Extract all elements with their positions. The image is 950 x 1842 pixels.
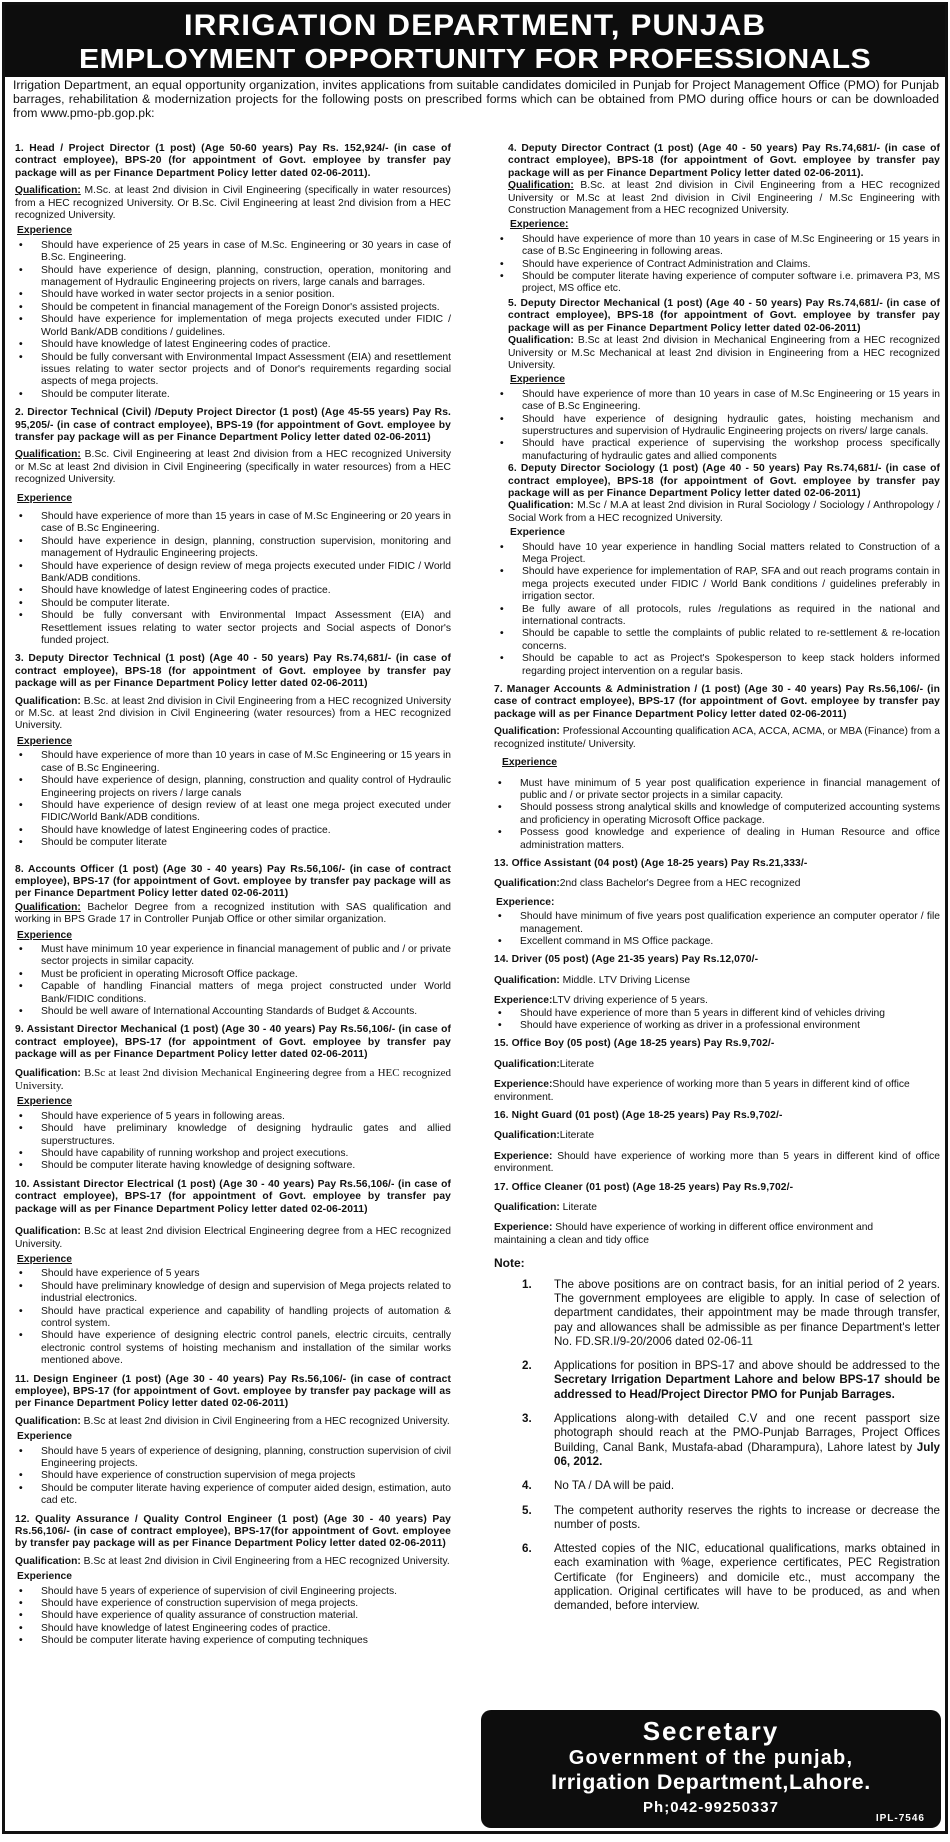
- experience-list: [15, 750, 451, 849]
- experience-item: • Should have experience of more than 5 years in different kind of vehicles driving: [494, 1008, 940, 1020]
- post-heading: 2. Director Technical (Civil) /Deputy Project Director (1 post) (Age 45-55 years) Pay Rs. 95,205/- (in case of contract employee), BPS-19 (for appointment of Govt. employee by transfer pay package will as per Finance Department Policy letter dated 02-06-2011): [15, 407, 451, 443]
- post-6: [508, 463, 940, 678]
- note-item: 6. Attested copies of the NIC, educational qualifications, marks obtained in each examination with %age, experience certificates, PEC Registration Certificate (for Engineers) and domicile etc., must accompany the application. Original certificates will have to be produced, as and when demanded, before interview.: [522, 1542, 940, 1613]
- experience-item: • Should be fully conversant with Environmental Impact Assessment (EIA) and resettlement issues relating to water sector projects and of Donor's requirements regarding social aspects of mega projects.: [15, 352, 451, 389]
- notes-section: [494, 1257, 940, 1613]
- experience-item: • Should have experience of more than 10 years in case of M.Sc Engineering or 15 years in case of B.Sc Engineering in following areas.: [496, 234, 940, 259]
- qualification: Qualification: Literate: [494, 1202, 598, 1214]
- experience-item: • Should have minimum of five years post qualification experience an computer operator / file management.: [494, 911, 940, 936]
- signature-title: Secretary: [642, 1716, 780, 1746]
- post-12: [15, 1514, 451, 1648]
- experience-title: Experience: [17, 1431, 72, 1443]
- experience-item: • Possess good knowledge and experience of dealing in Human Resource and office administration matters.: [494, 827, 940, 852]
- qualification: Qualification: B.Sc at least 2nd division in Civil Engineering from a HEC recognized University.: [15, 1415, 450, 1427]
- signature-department: Irrigation Department,Lahore.: [551, 1770, 871, 1794]
- experience-list: [496, 389, 940, 463]
- experience-item: • Must have minimum 10 year experience in financial management of public and / or private sector projects in similar capacity.: [15, 944, 451, 969]
- experience-item: • Should have capability of running workshop and project executions.: [15, 1148, 451, 1160]
- experience-item: • Should have experience of 5 years: [15, 1268, 451, 1280]
- experience-item: • Should be computer literate.: [15, 598, 451, 610]
- note-item: 1. The above positions are on contract basis, for an initial period of 2 years. The government employees are eligible to apply. In case of selection of department candidates, their appointment may be made through transfer, pay and allowances shall be admissible as per finance Department's letter No. FD.SR.I/9-20/2006 dated 02-06-11: [522, 1277, 940, 1348]
- experience-item: • Should have knowledge of latest Engineering codes of practice.: [15, 585, 451, 597]
- post-heading: 13. Office Assistant (04 post) (Age 18-25 years) Pay Rs.21,333/-: [494, 857, 808, 869]
- post-7: [494, 684, 940, 852]
- experience-item: • Should have knowledge of latest Engineering codes of practice.: [15, 1623, 451, 1635]
- experience-item: • Should have worked in water sector projects in a senior position.: [15, 289, 451, 301]
- experience-item: • Should have experience for implementation of mega projects executed under FIDIC / World Bank/ADB conditions / guidelines.: [15, 314, 451, 339]
- experience-list: [496, 234, 940, 296]
- post-10: [15, 1179, 451, 1368]
- signature-block: [481, 1710, 941, 1828]
- post-heading: 5. Deputy Director Mechanical (1 post) (Age 40 - 50 years) Pay Rs.74,681/- (in case of contract employee), BPS-18 (for appointment of Govt. employee by transfer pay package will as per Finance Department Policy letter dated 02-06-2011): [508, 297, 940, 334]
- experience-item: • Should be competent in financial management of the Foreign Donor's assisted projects.: [15, 302, 451, 314]
- experience-item: • Should have experience of construction supervision of mega projects: [15, 1470, 451, 1482]
- experience-item: • Excellent command in MS Office package.: [494, 936, 940, 948]
- experience-item: • Be fully aware of all protocols, rules /regulations as required in the national and international contracts.: [496, 604, 940, 629]
- experience-item: • Should have preliminary knowledge of designing hydraulic gates and allied superstructures.: [15, 1123, 451, 1148]
- post-heading: 6. Deputy Director Sociology (1 post) (Age 40 - 50 years) Pay Rs.74,681/- (in case of contract employee), BPS-18 (for appointment of Govt. employee by transfer pay package will as per Finance Department Policy letter dated 02-06-2011): [508, 463, 940, 499]
- experience-list: [494, 1008, 940, 1033]
- experience-title: Experience: [17, 492, 72, 504]
- qualification: Qualification:Literate: [494, 1130, 595, 1142]
- left-column: [15, 143, 451, 1654]
- experience-list: [15, 1111, 451, 1173]
- experience-title: Experience:: [510, 219, 569, 231]
- notes-list: [494, 1278, 940, 1614]
- experience-item: • Should have 5 years of experience of supervision of civil Engineering projects.: [15, 1586, 451, 1598]
- experience-item: • Must have minimum of 5 year post qualification experience in financial management of public and / or private sector projects in a similar capacity.: [494, 778, 940, 803]
- experience-item: • Should have experience of design review of at least one mega project executed under FIDIC/World Bank/ADB conditions.: [15, 800, 451, 825]
- experience-item: • Should have experience of more than 10 years in case of M.Sc Engineering or 15 years in case of B.Sc Engineering.: [15, 750, 451, 775]
- experience-item: • Should have experience of quality assurance of construction material.: [15, 1610, 451, 1622]
- qualification: Qualification: M.Sc. at least 2nd division in Civil Engineering (specifically in water resources) from a HEC recognized University. Or B.Sc. Civil Engineering at least 2nd division from a HEC recognized University.: [15, 185, 451, 222]
- experience-item: • Should have experience of more than 10 years in case of M.Sc Engineering or 15 years in case of B.Sc Engineering.: [496, 389, 940, 414]
- experience-list: [15, 511, 451, 647]
- experience-item: • Should be computer literate having experience of computer aided design, estimation, auto cad etc.: [15, 1483, 451, 1508]
- post-14: [494, 954, 940, 1032]
- post-heading: 3. Deputy Director Technical (1 post) (Age 40 - 50 years) Pay Rs.74,681/- (in case of contract employee), BPS-18 (for appointment of Govt. employee by transfer pay package will as per Finance Department Policy letter dated 02-06-2011): [15, 653, 451, 690]
- qualification: Qualification: B.Sc. at least 2nd division in Civil Engineering from a HEC recognized University or M.Sc at least 2nd division in Civil Engineering / M.Sc Engineering with Construction Management from a HEC recognized University.: [508, 180, 940, 217]
- signature-government: Government of the punjab,: [568, 1747, 854, 1769]
- experience-title: Experience: [17, 225, 72, 237]
- post-heading: 9. Assistant Director Mechanical (1 post) (Age 30 - 40 years) Pay Rs.56,106/- (in case of contract employee), BPS-17 (for appointment of Govt. employee by transfer pay package will as per Finance Department Policy letter dated 02-06-2011): [15, 1024, 451, 1061]
- advertisement: [2, 2, 948, 1834]
- experience-item: • Should be computer literate having experience of computer software i.e. primavera P3, MS project, MS office etc.: [496, 271, 940, 296]
- post-heading: 17. Office Cleaner (01 post) (Age 18-25 years) Pay Rs.9,702/-: [494, 1181, 794, 1193]
- experience-list: [15, 944, 451, 1018]
- ad-code: IPL-7546: [875, 1813, 925, 1824]
- post-9: [15, 1024, 451, 1172]
- qualification: Qualification: Bachelor Degree from a recognized institution with SAS qualification and working in BPS Grade 17 in Controller Punjab Office or other similar organization.: [15, 901, 451, 926]
- experience-item: • Should be computer literate: [15, 837, 451, 849]
- department-title: IRRIGATION DEPARTMENT, PUNJAB: [183, 9, 767, 42]
- experience-list: [496, 542, 940, 678]
- experience-item: • Should have experience of design, planning, construction and quality control of Hydraulic Engineering projects on rivers / large canals: [15, 775, 451, 800]
- qualification: Qualification: Middle. LTV Driving License: [494, 974, 691, 986]
- experience-list: [15, 240, 451, 401]
- post-heading: 16. Night Guard (01 post) (Age 18-25 years) Pay Rs.9,702/-: [494, 1110, 783, 1122]
- experience-item: • Should have preliminary knowledge of design and supervision of Mega projects related to industrial electronics.: [15, 1281, 451, 1306]
- post-13: [494, 858, 940, 948]
- post-heading: 10. Assistant Director Electrical (1 post) (Age 30 - 40 years) Pay Rs.56,106/- (in case of contract employee), BPS-17 (for appointment of Govt. employee by transfer pay package will as per Finance Department Policy letter dated 02-06-2011): [15, 1178, 451, 1215]
- experience-item: • Should be computer literate having knowledge of designing software.: [15, 1160, 451, 1172]
- post-5: [508, 298, 940, 463]
- experience-item: • Should have knowledge of latest Engineering codes of practice.: [15, 339, 451, 351]
- experience-title: Experience: [510, 374, 565, 386]
- experience-item: • Should be capable to settle the complaints of public related to re-settlement & re-location concerns.: [496, 628, 940, 653]
- qualification: Qualification: Professional Accounting qualification ACA, ACCA, ACMA, or MBA (Finance) from a recognized institute/ University.: [494, 726, 940, 750]
- experience-title: Experience: [17, 1571, 72, 1583]
- experience-inline: Experience:LTV driving experience of 5 years.: [494, 995, 708, 1007]
- post-heading: 12. Quality Assurance / Quality Control Engineer (1 post) (Age 30 - 40 years) Pay Rs.56,106/- (in case of contract employee), BPS-17(for appointment of Govt. employee by transfer pay package will as per Finance Department Policy letter dated 02-06-2011): [15, 1513, 451, 1550]
- experience-item: • Should be capable to act as Project's Spokesperson to keep stack holders informed regarding project intervention on a regular basis.: [496, 653, 940, 678]
- experience-list: [15, 1446, 451, 1508]
- qualification: Qualification: B.Sc at least 2nd division in Civil Engineering from a HEC recognized University.: [15, 1555, 450, 1567]
- post-3: [15, 653, 451, 849]
- experience-title: Experience: [17, 1096, 72, 1108]
- experience-item: • Should have practical experience and capability of handling projects of automation & control system.: [15, 1306, 451, 1331]
- experience-inline: Experience:Should have experience of working more than 5 years in different kind of office environment.: [494, 1079, 910, 1103]
- experience-item: • Should have experience of Contract Administration and Claims.: [496, 259, 940, 271]
- experience-list: [15, 1586, 451, 1648]
- qualification: Qualification: B.Sc at least 2nd division Mechanical Engineering degree from a HEC recognized University.: [15, 1066, 451, 1093]
- experience-item: • Should have knowledge of latest Engineering codes of practice.: [15, 825, 451, 837]
- experience-title: Experience: [17, 1253, 72, 1265]
- experience-item: • Should have experience of designing electric control panels, electric circuits, centrally electronic control systems of hoisting mechanism and installation of the similar works mentioned above.: [15, 1330, 451, 1367]
- experience-item: • Should have experience in design, planning, construction supervision, monitoring and management of Hydraulic Engineering projects.: [15, 536, 451, 561]
- intro-paragraph: Irrigation Department, an equal opportunity organization, invites applications from suitable candidates domiciled in Punjab for Project Management Office (PMO) for Punjab barrages, rehabilitation & modernization projects for the following posts on prescribed forms which can be obtained from PMO during office hours or can be downloaded from www.pmo-pb.gop.pk:: [13, 78, 939, 120]
- post-2: [15, 407, 451, 647]
- experience-item: • Should have experience of design, planning, construction, operation, monitoring and management of Hydraulic Engineering projects on rivers, large canals and barrages.: [15, 265, 451, 290]
- qualification: Qualification: B.Sc at least 2nd division Electrical Engineering degree from a HEC recognized University.: [15, 1226, 451, 1250]
- note-item: 4. No TA / DA will be paid.: [522, 1479, 675, 1493]
- experience-item: • Should have experience of working as driver in a professional environment: [494, 1020, 940, 1032]
- qualification: Qualification: M.Sc / M.A at least 2nd division in Rural Sociology / Sociology / Anthropology / Social Work from a HEC recognized University.: [508, 500, 940, 524]
- post-heading: 11. Design Engineer (1 post) (Age 30 - 40 years) Pay Rs.56,106/- (in case of contract employee), BPS-17 (for appointment of Govt. employee by transfer pay package will as per Finance Department Policy letter dated 02-06-2011): [15, 1373, 451, 1410]
- experience-item: • Should have 10 year experience in handling Social matters related to Construction of a Mega Project.: [496, 542, 940, 567]
- signature-phone: Ph;042-99250337: [643, 1799, 779, 1816]
- experience-item: • Should have 5 years of experience of designing, planning, construction supervision of civil Engineering projects.: [15, 1446, 451, 1471]
- qualification: Qualification:2nd class Bachelor's Degree from a HEC recognized: [494, 878, 801, 890]
- notes-title: Note:: [494, 1256, 525, 1271]
- note-item: 5. The competent authority reserves the rights to increase or decrease the number of posts.: [522, 1503, 940, 1531]
- experience-item: • Should have experience of 25 years in case of M.Sc. Engineering or 30 years in case of B.Sc. Engineering.: [15, 240, 451, 265]
- post-heading: 4. Deputy Director Contract (1 post) (Age 40 - 50 years) Pay Rs.74,681/- (in case of contract employee), BPS-18 (for appointment of Govt. employee by transfer pay package will as per Finance Department Policy letter dated 02-06-2011).: [508, 143, 940, 179]
- post-heading: 8. Accounts Officer (1 post) (Age 30 - 40 years) Pay Rs.56,106/- (in case of contract employee), BPS-17 (for appointment of Govt. employee by transfer pay package will as per Finance Department Policy letter dated 02-06-2011): [15, 863, 451, 900]
- note-item: 3. Applications along-with detailed C.V and one recent passport size photograph should reach at the PMO-Punjab Barrages, Project Offices Building, Canal Bank, Mustafa-abad (Dharampura), Lahore latest by July 06, 2012.: [522, 1412, 940, 1468]
- qualification: Qualification: B.Sc at least 2nd division in Mechanical Engineering from a HEC recognized University or M.Sc Mechanical at least 2nd division in Engineering from a HEC recognized University.: [508, 335, 940, 371]
- post-16: [494, 1110, 940, 1176]
- experience-item: • Should be computer literate.: [15, 389, 451, 401]
- post-11: [15, 1374, 451, 1508]
- experience-list: [494, 778, 940, 852]
- experience-title: Experience: [502, 757, 557, 769]
- experience-item: • Should have experience of 5 years in following areas.: [15, 1111, 451, 1123]
- experience-title: Experience: [17, 929, 72, 941]
- post-heading: 14. Driver (05 post) (Age 21-35 years) Pay Rs.12,070/-: [494, 954, 759, 966]
- qualification: Qualification: B.Sc. at least 2nd division in Civil Engineering from a HEC recognized University or M.Sc. at least 2nd division in Civil Engineering (water resources) from a HEC recognized University.: [15, 695, 451, 732]
- experience-item: • Must be proficient in operating Microsoft Office package.: [15, 969, 451, 981]
- experience-title: Experience: [510, 527, 565, 539]
- experience-item: • Should have experience for implementation of RAP, SFA and out reach programs contain in mega projects executed under FIDIC / World Bank conditions / guidelines preferably in irrigation sector.: [496, 566, 940, 603]
- experience-inline: Experience: Should have experience of working more than 5 years in different kind of office environment.: [494, 1150, 940, 1175]
- experience-list: [494, 911, 940, 948]
- note-item: 2. Applications for position in BPS-17 and above should be addressed to the Secretary Irrigation Department Lahore and below BPS-17 should be addressed to Head/Project Director PMO for Punjab Barrages.: [522, 1359, 940, 1401]
- experience-item: • Should have experience of design review of mega projects executed under FIDIC / World Bank/ADB conditions.: [15, 561, 451, 586]
- experience-inline: Experience: Should have experience of working in different office environment and maintaining a clean and tidy office: [494, 1222, 874, 1246]
- right-column: [494, 143, 940, 1624]
- post-17: [494, 1182, 940, 1248]
- experience-item: • Should have experience of designing hydraulic gates, hoisting mechanism and superstructures and supervision of Hydraulic Engineering projects on rivers/ large canals.: [496, 414, 940, 439]
- experience-item: • Should be well aware of International Accounting Standards of Budget & Accounts.: [15, 1006, 451, 1018]
- experience-item: • Should possess strong analytical skills and knowledge of computerized accounting systems and proficiency in operating Microsoft Office package.: [494, 802, 940, 827]
- experience-item: • Should have practical experience of supervising the workshop process specifically manufacturing of hydraulic gates and allied components: [496, 438, 940, 463]
- header-banner: [5, 5, 945, 77]
- qualification: Qualification:Literate: [494, 1058, 595, 1070]
- post-heading: 7. Manager Accounts & Administration / (1 post) (Age 30 - 40 years) Pay Rs.56,106/- (in case of contract employee), BPS-17 (for appointment of Govt. employee by transfer pay package will as per Finance Department Policy letter dated 02-06-2011): [494, 684, 940, 720]
- post-heading: 1. Head / Project Director (1 post) (Age 50-60 years) Pay Rs. 152,924/- (in case of contract employee), BPS-20 (for appointment of Govt. employee by transfer pay package will as per Finance Department Policy letter dated 02-06-2011).: [15, 143, 451, 179]
- experience-item: • Should have experience of construction supervision of mega projects.: [15, 1598, 451, 1610]
- post-4: [508, 143, 940, 296]
- experience-item: • Should be fully conversant with Environmental Impact Assessment (EIA) and Resettlement issues relating to water sector projects and Social aspects of Donor's funded project.: [15, 610, 451, 647]
- experience-item: • Should have experience of more than 15 years in case of M.Sc Engineering or 20 years in case of B.Sc Engineering.: [15, 511, 451, 536]
- experience-item: • Should be computer literate having experience of computing techniques: [15, 1635, 451, 1647]
- experience-list: [15, 1268, 451, 1367]
- post-8: [15, 864, 451, 1019]
- experience-item: • Capable of handling Financial matters of mega project constructed under World Bank/FIDIC conditions.: [15, 981, 451, 1006]
- ad-title: EMPLOYMENT OPPORTUNITY FOR PROFESSIONALS: [78, 43, 871, 74]
- experience-title: Experience:: [496, 896, 555, 908]
- qualification: Qualification: B.Sc. Civil Engineering at least 2nd division from a HEC recognized University or M.Sc at least 2nd division in Civil Engineering (specifically in water resources) from a HEC recognized University.: [15, 449, 451, 486]
- experience-title: Experience: [17, 735, 72, 747]
- post-heading: 15. Office Boy (05 post) (Age 18-25 years) Pay Rs.9,702/-: [494, 1038, 775, 1050]
- post-1: [15, 143, 451, 401]
- post-15: [494, 1038, 940, 1104]
